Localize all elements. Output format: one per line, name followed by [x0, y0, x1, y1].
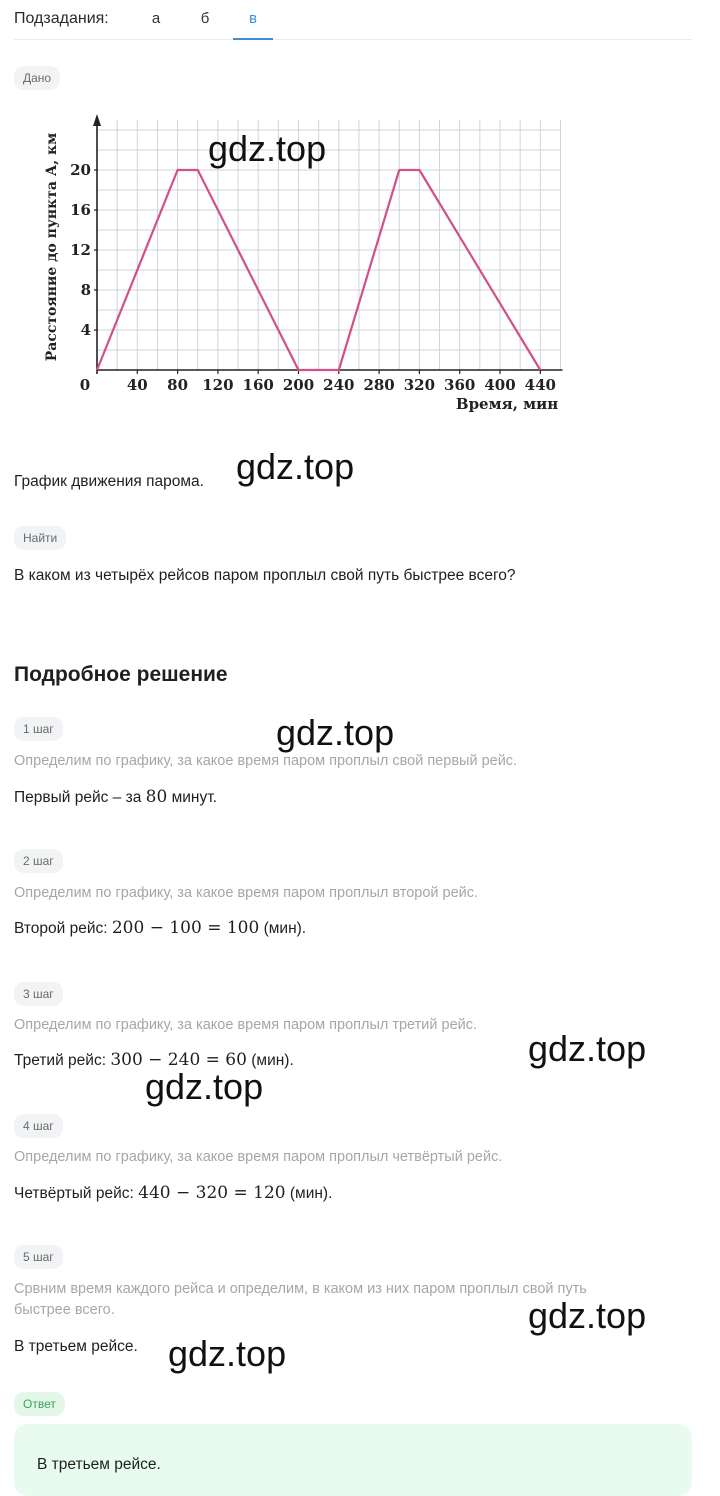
y-tick-label: 16 — [70, 201, 91, 219]
step-hint-continued: быстрее всего. — [14, 1302, 115, 1318]
ferry-chart — [14, 96, 644, 434]
x-tick-label: 200 — [282, 376, 315, 394]
x-tick-label: 400 — [484, 376, 516, 394]
step-result — [14, 918, 306, 939]
chart-svg — [14, 96, 644, 434]
step-hint: Определим по графику, за какое время паром проплыл третий рейс. — [14, 1017, 478, 1033]
step-result-prefix: Третий рейс: — [14, 1052, 111, 1069]
step-result-math: 200 − 100 = 100 — [111, 918, 260, 938]
y-axis-label: Расстояние до пункта А, км — [44, 132, 60, 362]
solution-title: Подробное решение — [14, 663, 228, 686]
step-result-math: 440 − 320 = 120 — [138, 1183, 286, 1203]
x-tick-label: 240 — [323, 376, 355, 394]
answer-pill: Ответ — [14, 1392, 65, 1416]
answer-box — [14, 1424, 692, 1496]
watermark: gdz.top — [528, 1028, 647, 1069]
step-pill: 3 шаг — [14, 982, 63, 1006]
watermark: gdz.top — [236, 446, 355, 487]
step-result-prefix: Четвёртый рейс: — [14, 1185, 139, 1202]
watermark: gdz.top — [276, 712, 395, 753]
subtask-tab-b[interactable]: б — [200, 10, 210, 27]
x-tick-label: 120 — [202, 376, 234, 394]
step-result-prefix: Второй рейс: — [14, 920, 112, 937]
answer-text: В третьем рейсе. — [37, 1456, 161, 1473]
step-hint: Определим по графику, за какое время паром проплыл четвёртый рейс. — [14, 1149, 503, 1165]
step-hint: Определим по графику, за какое время паром проплыл второй рейс. — [14, 885, 479, 901]
x-tick-label: 40 — [126, 376, 148, 394]
x-tick-label: 0 — [79, 376, 91, 394]
step-pill: 5 шаг — [14, 1245, 63, 1269]
watermark: gdz.top — [208, 128, 327, 169]
step-result-math: 80 — [145, 787, 168, 807]
x-tick-label: 80 — [167, 376, 189, 394]
subtask-tab-v[interactable]: в — [233, 10, 273, 40]
step-result-suffix: (мин). — [246, 1052, 294, 1069]
step-hint: Определим по графику, за какое время паром проплыл свой первый рейс. — [14, 753, 518, 769]
step-pill: 4 шаг — [14, 1114, 63, 1138]
x-tick-label: 160 — [242, 376, 274, 394]
x-tick-label: 360 — [444, 376, 476, 394]
y-tick-label: 4 — [80, 321, 91, 339]
step-result — [14, 1183, 332, 1204]
y-tick-label: 12 — [70, 241, 91, 259]
given-pill: Дано — [14, 66, 60, 90]
x-tick-label: 320 — [403, 376, 436, 394]
x-tick-label: 280 — [363, 376, 395, 394]
step-result-suffix: (мин). — [259, 920, 307, 937]
y-axis-arrow — [93, 114, 101, 126]
step-result-suffix: минут. — [167, 789, 217, 806]
y-tick-label: 20 — [70, 161, 91, 179]
subtask-tab-a[interactable]: а — [151, 10, 161, 27]
step-result-prefix: Первый рейс – за — [14, 789, 146, 806]
x-tick-label: 440 — [524, 376, 556, 394]
watermark: gdz.top — [528, 1295, 647, 1336]
step-pill: 1 шаг — [14, 717, 63, 741]
find-pill: Найти — [14, 526, 66, 550]
x-axis-label: Время, мин — [455, 395, 559, 413]
given-caption: График движения парома. — [14, 473, 204, 490]
step-hint: Срвним время каждого рейса и определим, в каком из них паром проплыл свой путь — [14, 1281, 587, 1297]
subtasks-bar — [14, 0, 692, 40]
step-result: В третьем рейсе. — [14, 1338, 138, 1355]
watermark: gdz.top — [168, 1333, 287, 1374]
subtasks-label: Подзадания: — [14, 10, 109, 27]
step-result — [14, 787, 217, 808]
watermark: gdz.top — [145, 1066, 264, 1107]
step-result-suffix: (мин). — [285, 1185, 333, 1202]
y-tick-label: 8 — [80, 281, 91, 299]
step-pill: 2 шаг — [14, 849, 63, 873]
find-question: В каком из четырёх рейсов паром проплыл свой путь быстрее всего? — [14, 567, 516, 584]
step-result-math: 300 − 240 = 60 — [110, 1050, 247, 1070]
